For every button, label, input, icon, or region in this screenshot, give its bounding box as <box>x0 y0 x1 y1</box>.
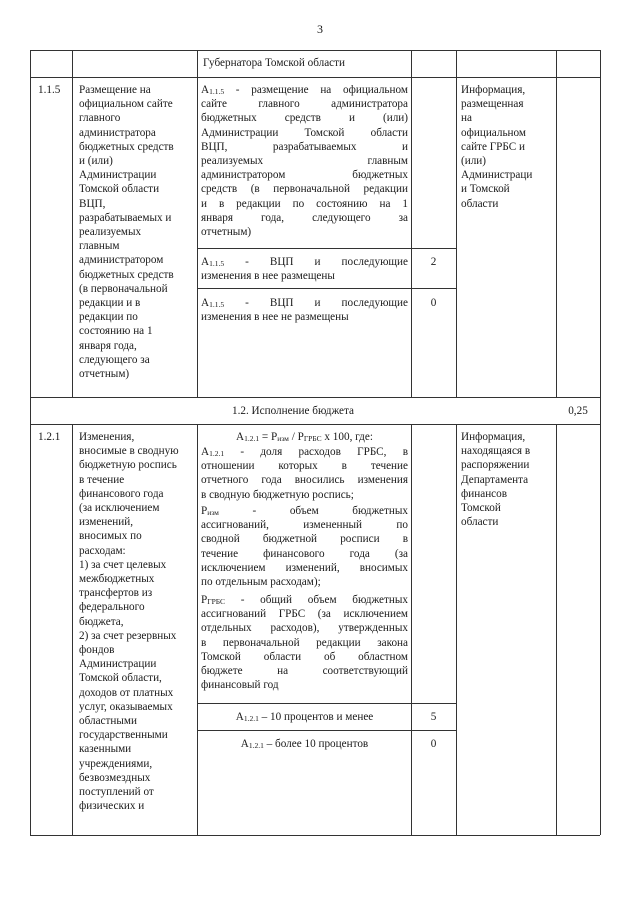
text-line: поступлений от <box>79 786 154 799</box>
text-line <box>201 504 408 518</box>
text-line: администратора <box>79 126 156 139</box>
text-run: - размещение на официальном <box>224 84 408 96</box>
text-run: по отдельным расходам); <box>201 576 321 589</box>
text-line <box>201 575 408 589</box>
text-line <box>201 488 408 502</box>
text-line: 2) за счет резервных <box>79 629 177 642</box>
text-line: Администрации <box>79 658 157 671</box>
text-line: межбюджетных <box>79 573 155 586</box>
text-line: Информация, <box>461 84 526 96</box>
definition-p-izm <box>201 504 408 589</box>
text-line: бюджетных средств <box>79 140 174 153</box>
text-line: находящаяся в <box>461 445 531 458</box>
text-line: финансов <box>461 487 508 500</box>
text-run: бюджетных средств и (или) <box>201 112 408 125</box>
subscript: изм <box>277 434 289 443</box>
text-line: размещенная <box>461 98 524 111</box>
text-run: отдельных расходов), утвержденных <box>201 622 408 635</box>
text-run: в сводную бюджетную роспись; <box>201 488 354 501</box>
score-1-2-1-le-10: 5 <box>430 711 437 723</box>
subscript: ГРБС <box>303 434 322 443</box>
text-run: - общий объем бюджетных <box>225 594 408 606</box>
symbol: A <box>240 738 249 750</box>
source-1-1-5 <box>461 83 554 211</box>
criterion-name-1-2-1 <box>79 430 195 813</box>
text-run: января года, следующего за <box>201 211 408 224</box>
text-run: и в редакции по состоянию на 1 <box>201 197 408 210</box>
option-1-1-5-not-placed <box>201 296 408 324</box>
definition-a-1-2-1 <box>201 445 408 502</box>
text-line: официальном <box>461 126 526 139</box>
text-line <box>201 621 408 635</box>
text-run: ассигнований ГРБС (за исключением <box>201 608 408 621</box>
text-line <box>201 445 408 459</box>
symbol: A <box>201 256 210 268</box>
text-line: безвозмездных <box>79 771 151 784</box>
text-line: ВЦП, <box>79 197 106 210</box>
text-run: течение финансового года (за <box>201 547 408 560</box>
text-line: Томской <box>461 502 501 515</box>
text-line <box>201 518 408 532</box>
text-line <box>201 636 408 650</box>
score-1-1-5-placed: 2 <box>430 256 437 268</box>
criterion-name-1-1-5 <box>79 83 195 381</box>
text-line: главным <box>79 240 120 253</box>
text-line <box>201 296 408 310</box>
text-run: - доля расходов ГРБС, в <box>224 446 408 458</box>
definition-p-grbs <box>201 593 408 692</box>
text-line: редакции по <box>79 311 138 324</box>
text-line: расходам: <box>79 544 126 557</box>
text-line: главного <box>79 112 121 125</box>
text-run: изменения в нее не размещены <box>201 311 349 324</box>
text-run: / P <box>288 431 304 443</box>
text-run: - объем бюджетных <box>218 505 408 517</box>
text-line <box>201 678 408 692</box>
text-run: средств (в первоначальной редакции <box>201 183 408 196</box>
text-run: = P <box>259 431 278 443</box>
text-run: бюджете на соответствующий <box>201 665 408 678</box>
subscript: 1.2.1 <box>243 714 259 723</box>
criterion-definition-1-1-5 <box>201 83 408 239</box>
text-line: следующего за <box>79 353 150 366</box>
text-line <box>201 310 408 324</box>
text-line: Департамента <box>461 473 529 486</box>
text-line: государственными <box>79 729 168 742</box>
text-line <box>201 126 408 140</box>
text-line <box>201 650 408 664</box>
symbol: A <box>235 711 244 723</box>
text-line <box>201 473 408 487</box>
section-weight-1-2: 0,25 <box>568 405 588 417</box>
text-line <box>201 561 408 575</box>
text-line: и Томской <box>461 183 510 196</box>
subscript: 1.2.1 <box>209 449 225 458</box>
text-line <box>201 269 408 283</box>
text-line: фондов <box>79 644 115 657</box>
text-line: распоряжении <box>461 459 530 472</box>
text-line: отчетным) <box>79 368 130 381</box>
symbol: A <box>201 297 210 309</box>
text-line <box>201 459 408 473</box>
text-line <box>201 140 408 154</box>
symbol: P <box>201 594 208 606</box>
text-line: бюджетную роспись <box>79 459 177 472</box>
text-line: финансового года <box>79 487 164 500</box>
text-line: учреждениями, <box>79 757 153 770</box>
text-line: (или) <box>461 155 487 168</box>
text-line: бюджета, <box>79 615 124 628</box>
text-line: услуг, оказываемых <box>79 700 173 713</box>
text-line: изменений, <box>79 516 134 529</box>
subscript: 1.1.5 <box>209 259 225 268</box>
text-line <box>201 225 408 239</box>
text-run: изменения в нее размещены <box>201 270 335 283</box>
subscript: изм <box>207 508 219 517</box>
text-line: (за исключением <box>79 502 160 515</box>
option-1-2-1-gt-10 <box>201 737 408 751</box>
text-line: федерального <box>79 601 145 614</box>
text-line: разрабатываемых и <box>79 211 172 224</box>
text-line <box>201 168 408 182</box>
text-line <box>201 593 408 607</box>
text-run: ассигнований, измененный по <box>201 519 408 532</box>
text-line: 1) за счет целевых <box>79 558 167 571</box>
text-line: сайте ГРБС и <box>461 140 525 153</box>
text-line <box>201 255 408 269</box>
page-number: 3 <box>317 22 323 36</box>
text-line <box>201 111 408 125</box>
symbol: A <box>236 431 245 443</box>
text-line: в течение <box>79 473 125 486</box>
text-line: Размещение на <box>79 84 151 96</box>
text-line: редакции и в <box>79 297 141 310</box>
text-line <box>201 532 408 546</box>
text-run: реализуемых главным <box>201 155 408 168</box>
text-line: на <box>461 112 472 125</box>
text-line: Томской области, <box>79 672 162 685</box>
text-run: x 100, где: <box>321 431 373 443</box>
subscript: 1.2.1 <box>244 434 260 443</box>
source-1-2-1 <box>461 430 554 529</box>
text-line: области <box>461 516 499 529</box>
text-line: бюджетных средств <box>79 268 174 281</box>
subscript: 1.1.5 <box>209 300 225 309</box>
text-run: исключением изменений, вносимых <box>201 561 408 574</box>
text-run: сводной бюджетной росписи в <box>201 533 408 546</box>
text-line: Администраци <box>461 169 533 182</box>
text-line: Томской области <box>79 183 160 196</box>
text-line: трансфертов из <box>79 587 153 600</box>
subscript: 1.2.1 <box>248 741 264 750</box>
text-line: области <box>461 197 499 210</box>
section-title-1-2: 1.2. Исполнение бюджета <box>231 405 355 417</box>
formula-1-2-1 <box>201 430 408 444</box>
text-run: - ВЦП и последующие <box>224 256 408 268</box>
option-1-2-1-le-10 <box>201 710 408 724</box>
text-line <box>201 182 408 196</box>
text-line: января года, <box>79 339 137 352</box>
text-run: отношении которых в течение <box>201 460 408 473</box>
text-line: областными <box>79 715 137 728</box>
symbol: A <box>201 84 210 96</box>
subscript: 1.1.5 <box>209 87 225 96</box>
text-line: физических и <box>79 800 145 813</box>
row-number-1-1-5: 1.1.5 <box>38 84 61 96</box>
text-line <box>201 197 408 211</box>
text-run: администратором бюджетных <box>201 169 408 182</box>
text-run: Администрации Томской области <box>201 126 408 139</box>
text-line: официальном сайте <box>79 98 173 111</box>
text-line <box>201 154 408 168</box>
text-line <box>201 97 408 111</box>
text-line: (в первоначальной <box>79 282 168 295</box>
text-run: Томской области об областном <box>201 650 408 663</box>
row-number-1-2-1: 1.2.1 <box>38 431 61 443</box>
text-line <box>201 607 408 621</box>
score-1-1-5-not-placed: 0 <box>430 297 437 309</box>
text-run: в первоначальной редакции закона <box>201 636 408 649</box>
text-line: Информация, <box>461 431 526 443</box>
text-line: и (или) <box>79 155 113 168</box>
text-line <box>201 211 408 225</box>
text-line: вносимые в сводную <box>79 445 179 458</box>
text-line: состоянию на 1 <box>79 325 153 338</box>
text-run: - ВЦП и последующие <box>224 297 408 309</box>
text-line <box>201 664 408 678</box>
criterion-continuation: Губернатора Томской области <box>203 57 346 69</box>
symbol: A <box>201 446 210 458</box>
text-line: вносимых по <box>79 530 142 543</box>
text-line: реализуемых <box>79 226 142 239</box>
text-line: Администрации <box>79 169 157 182</box>
text-line <box>201 547 408 561</box>
text-run: финансовый год <box>201 679 279 692</box>
text-run: отчетным) <box>201 226 252 239</box>
subscript: ГРБС <box>207 597 225 606</box>
text-line: казенными <box>79 743 132 756</box>
text-line: Изменения, <box>79 431 135 443</box>
text-run: сайте главного администратора <box>201 98 408 111</box>
text-line: доходов от платных <box>79 686 174 699</box>
text-line <box>201 83 408 97</box>
text-line: администратором <box>79 254 164 267</box>
text-run: – 10 процентов и менее <box>258 711 374 723</box>
text-run: – более 10 процентов <box>263 738 369 750</box>
text-run: отчетного года вносились изменения <box>201 474 408 487</box>
text-run: ВЦП, разрабатываемых и <box>201 140 408 153</box>
score-1-2-1-gt-10: 0 <box>430 738 437 750</box>
option-1-1-5-placed <box>201 255 408 283</box>
symbol: P <box>201 505 208 517</box>
